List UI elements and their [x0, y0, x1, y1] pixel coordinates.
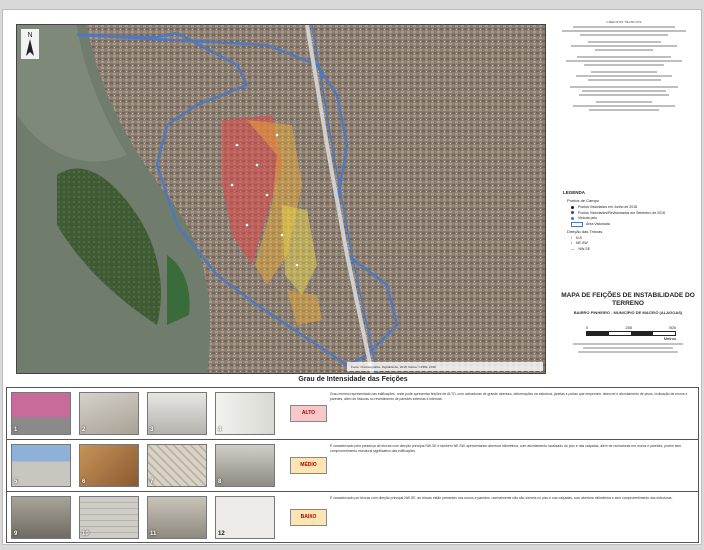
- intensity-row-medio: [7, 440, 698, 492]
- legend-title: LEGENDA: [563, 190, 586, 195]
- map-title-block: [558, 292, 698, 315]
- level-badge-baixo: BAIXO: [290, 509, 327, 526]
- map-legend: [563, 190, 699, 252]
- level-badge-alto: ALTO: [290, 405, 327, 422]
- photo-9[interactable]: 9: [11, 496, 71, 539]
- photo-7[interactable]: 7: [147, 444, 207, 487]
- level-description: Grau mínimo representado nas edificações, onde pode apresentar feições de ALTO, com rachaduras de grande abertura, deformações na estrutura, janelas e portas que emperram, desnível e afundamento de pisos, inclinação de muros e paredes, além de fissuras no revestimento de paredes externas e internas.: [330, 392, 688, 401]
- level-description: É caracterizado pela presença de trincas com direção principal NW-SE e também NE-SW, apresentando abertura milimétrica, com afundamento localizado do piso e das calçadas, além de rachaduras em muros e paredes, porém sem comprometimento estrutural significativo das edificações.: [330, 444, 682, 453]
- direction-item: / N-S: [571, 235, 583, 240]
- photo-10[interactable]: 10: [79, 496, 139, 539]
- credits-header: CRÉDITOS TÉCNICOS: [606, 20, 642, 24]
- photo-12[interactable]: 12: [215, 496, 275, 539]
- map-title: MAPA DE FEIÇÕES DE INSTABILIDADE DO TERRENO: [561, 292, 695, 307]
- north-label: N: [27, 32, 33, 39]
- legend-item: Pontos Vistoriados/Revistoriados em Setembro de 2018: [571, 211, 699, 215]
- map-subtitle: BAIRRO PINHEIRO - MUNICÍPIO DE MACEIÓ (ALAGOAS): [573, 310, 683, 315]
- map-footnote: Fonte: Ortofotografias, DigitalGlobe, 2018; Dados: CPRM, 2018: [351, 365, 436, 369]
- grade-title: Grau de Intensidade das Feições: [298, 376, 408, 383]
- photo-1[interactable]: 1: [11, 392, 71, 435]
- photo-2[interactable]: 2: [79, 392, 139, 435]
- photo-3[interactable]: 3: [147, 392, 207, 435]
- photo-6[interactable]: 6: [79, 444, 139, 487]
- map-canvas: [17, 25, 545, 373]
- map-sheet: [2, 9, 702, 545]
- photo-11[interactable]: 11: [147, 496, 207, 539]
- direction-item: \ NE-SW: [571, 241, 588, 245]
- level-badge-medio: MÉDIO: [290, 457, 327, 474]
- photo-4[interactable]: 4: [215, 392, 275, 435]
- intensity-table: [6, 387, 699, 543]
- legend-points-title: Pontos de Campo: [567, 198, 600, 203]
- projection-notes: [563, 341, 693, 355]
- direction-item: — NW-SE: [571, 246, 591, 251]
- intensity-row-baixo: [7, 492, 698, 543]
- legend-area: Área Vistoriada: [571, 222, 699, 227]
- intensity-row-alto: [7, 388, 698, 440]
- satellite-map[interactable]: [16, 24, 546, 374]
- photo-8[interactable]: 8: [215, 444, 275, 487]
- level-description: É caracterizado por trincas com direção principal NW-SE, as trincas estão presentes nos muros e paredes, normalmente não são visíveis no piso e nas calçadas, com abertura milimétrica e sem comprometimento das estruturas.: [330, 496, 673, 500]
- legend-item: Vistoria pelo: [571, 216, 699, 220]
- technical-credits: [551, 20, 697, 190]
- photo-5[interactable]: 5: [11, 444, 71, 487]
- scale-bar: 0 250 500 Metros: [586, 325, 676, 341]
- legend-item: Pontos Vistoriados em Junho de 2018: [571, 205, 699, 209]
- legend-direction-title: Direção das Trincas: [567, 228, 603, 234]
